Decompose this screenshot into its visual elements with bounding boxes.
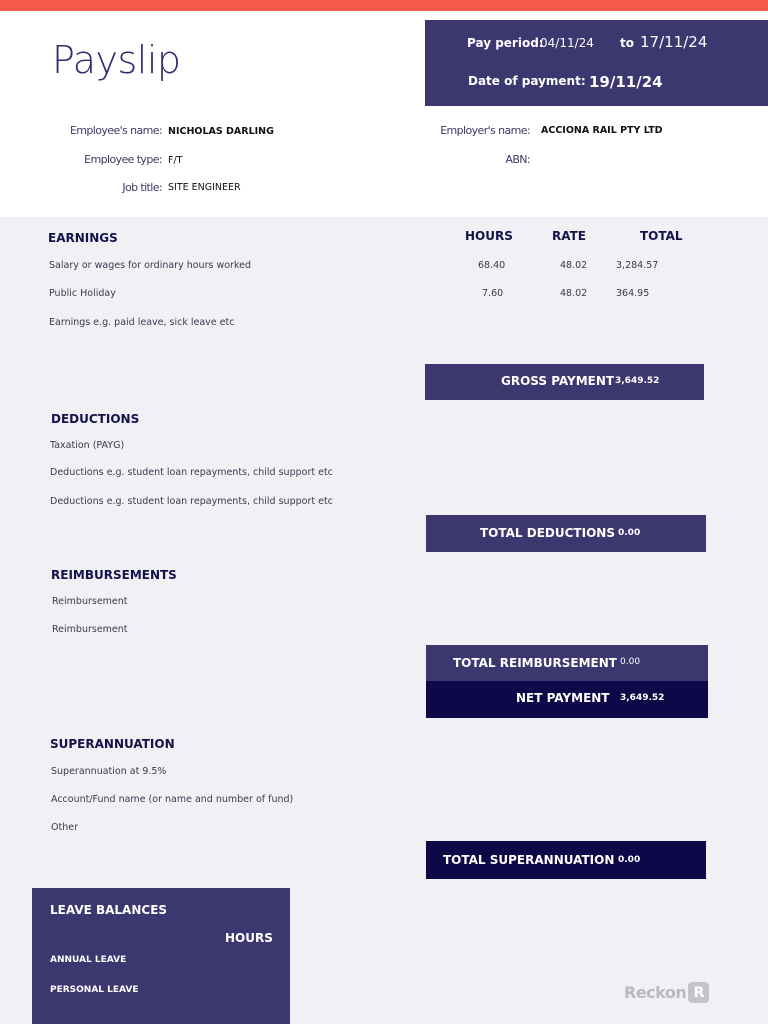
pay-period-label: Pay period: (467, 36, 544, 50)
leave-balances-heading: LEAVE BALANCES (50, 903, 168, 917)
superannuation-row: Other (51, 822, 78, 833)
total-superannuation-box (426, 841, 706, 879)
employee-name: NICHOLAS DARLING (168, 126, 274, 137)
reckon-wordmark: Reckon (624, 983, 687, 1002)
rate-column-header: RATE (552, 229, 586, 243)
gross-payment-value: 3,649.52 (615, 376, 660, 386)
abn-label: ABN: (505, 153, 530, 166)
pay-period-to: 17/11/24 (640, 33, 708, 51)
job-title: SITE ENGINEER (168, 182, 241, 193)
total-reimbursement-label: TOTAL REIMBURSEMENT (453, 656, 617, 670)
gross-payment-box (425, 364, 704, 400)
total-reimbursement-value: 0.00 (620, 657, 641, 667)
employer-name-label: Employer's name: (440, 124, 530, 137)
earnings-row-total: 3,284.57 (616, 260, 659, 271)
reimbursement-row: Reimbursement (52, 624, 128, 635)
employee-name-label: Employee's name: (69, 124, 162, 137)
earnings-row-desc: Salary or wages for ordinary hours worked (49, 260, 251, 271)
reckon-logo (624, 982, 709, 1003)
superannuation-heading: SUPERANNUATION (50, 737, 175, 751)
pay-period-box (425, 20, 768, 106)
pay-period-from: 04/11/24 (540, 36, 594, 50)
deductions-heading: DEDUCTIONS (51, 412, 140, 426)
total-superannuation-value: 0.00 (618, 855, 641, 865)
earnings-row-rate: 48.02 (560, 260, 588, 271)
earnings-row-total: 364.95 (616, 288, 650, 299)
hours-column-header: HOURS (465, 229, 513, 243)
employee-type: F/T (168, 155, 183, 166)
earnings-row-hours: 7.60 (482, 288, 504, 299)
earnings-row-desc: Earnings e.g. paid leave, sick leave etc (49, 317, 235, 328)
employer-name: ACCIONA RAIL PTY LTD (541, 125, 663, 136)
date-of-payment-label: Date of payment: (468, 74, 586, 88)
top-accent-bar (0, 0, 768, 11)
gross-payment-label: GROSS PAYMENT (501, 374, 615, 388)
personal-leave-label: PERSONAL LEAVE (50, 985, 139, 995)
reckon-r-icon: R (688, 982, 709, 1003)
total-deductions-box (426, 515, 706, 552)
superannuation-row: Superannuation at 9.5% (51, 766, 167, 777)
earnings-heading: EARNINGS (48, 231, 118, 245)
earnings-row-desc: Public Holiday (49, 288, 116, 299)
net-payment-label: NET PAYMENT (516, 691, 610, 705)
reimbursement-row: Reimbursement (52, 596, 128, 607)
net-payment-value: 3,649.52 (620, 693, 665, 703)
net-payment-box (426, 681, 708, 718)
job-title-label: Job title: (122, 181, 162, 194)
total-reimbursement-box (426, 645, 708, 681)
page-title: Payslip (52, 38, 181, 82)
reimbursements-heading: REIMBURSEMENTS (51, 568, 177, 582)
total-deductions-value: 0.00 (618, 528, 641, 538)
leave-balances-box (32, 888, 290, 1024)
employee-type-label: Employee type: (84, 153, 162, 166)
total-column-header: TOTAL (640, 229, 683, 243)
earnings-row-rate: 48.02 (560, 288, 588, 299)
total-superannuation-label: TOTAL SUPERANNUATION (443, 853, 615, 867)
deduction-row: Taxation (PAYG) (50, 440, 125, 451)
superannuation-row: Account/Fund name (or name and number of fund) (51, 794, 294, 805)
annual-leave-label: ANNUAL LEAVE (50, 955, 127, 965)
earnings-row-hours: 68.40 (478, 260, 506, 271)
total-deductions-label: TOTAL DEDUCTIONS (480, 526, 615, 540)
deduction-row: Deductions e.g. student loan repayments, child support etc (50, 496, 333, 507)
date-of-payment: 19/11/24 (589, 73, 663, 91)
to-label: to (620, 36, 634, 50)
deduction-row: Deductions e.g. student loan repayments, child support etc (50, 467, 333, 478)
leave-hours-header: HOURS (225, 931, 273, 945)
